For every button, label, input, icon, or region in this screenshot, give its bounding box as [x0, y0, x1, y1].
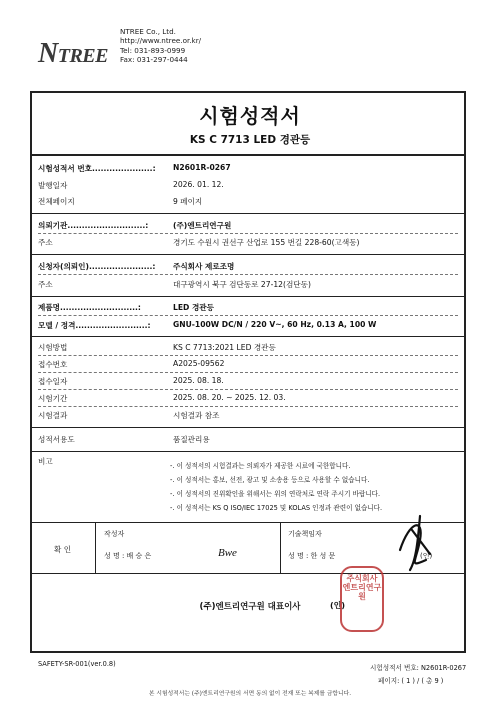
footer-page: 페이지: ( 1 ) / ( 총 9 ) [378, 677, 444, 685]
approver-seal-mark: (인) [420, 552, 433, 560]
author-name: 성 명 : 배 승 은 [104, 552, 152, 560]
representative: (주)엔트리연구원 대표이사 [199, 602, 301, 612]
approver-signature [390, 510, 442, 572]
divider [30, 573, 466, 574]
info-row: 시험방법 KS C 7713:2021 LED 경관등 [38, 343, 276, 352]
confirm-label: 확 인 [53, 545, 72, 554]
divider [30, 213, 466, 214]
company-tel: Tel: 031-893-0999 [120, 45, 186, 55]
company-url[interactable]: http://www.ntree.or.kr/ [120, 36, 202, 46]
info-row: 시험결과 시험결과 참조 [38, 411, 220, 420]
info-row: 주소 경기도 수원시 권선구 산업로 155 번길 228-60(고색동) [38, 238, 360, 247]
info-row: 주소 대구광역시 북구 검단동로 27-12(검단동) [38, 280, 311, 289]
footer-report-no: 시험성적서 번호: N2601R-0267 [370, 664, 467, 672]
author-signature: Bwe [218, 547, 237, 559]
info-row: 모델 / 정격.........................: GNU-100W DC/N / 220 V~, 60 Hz, 0.13 A, 100 W [38, 320, 377, 330]
page-subtitle: KS C 7713 LED 경관등 [189, 134, 311, 146]
info-row: 의뢰기관...........................: (주)엔트리연구원 [38, 221, 232, 230]
remark-line: -. 이 성적서는 KS Q ISO/IEC 17025 및 KOLAS 인정과 관련이 없습니다. [170, 504, 383, 512]
divider [30, 451, 466, 452]
info-row: 시험기간 2025. 08. 20. ~ 2025. 12. 03. [38, 393, 286, 403]
remarks-label: 비고 [38, 457, 53, 466]
footer-notice: 본 시험성적서는 (주)엔트리연구원의 서면 동의 없이 전재 또는 복제를 금합니다. [148, 691, 352, 697]
remark-line: -. 이 성적서는 홍보, 선전, 광고 및 소송용 등으로 사용할 수 없습니다. [170, 476, 370, 484]
author-head: 작성자 [104, 530, 125, 538]
divider [30, 336, 466, 337]
info-row: 접수번호 A2025-09562 [38, 359, 225, 369]
info-row: 전체페이지 9 페이지 [38, 197, 203, 206]
form-id: SAFETY-SR-001(ver.0.8) [38, 660, 116, 668]
rep-seal-mark: (인) [330, 601, 346, 610]
approver-head: 기술책임자 [288, 530, 322, 538]
page-title: 시험성적서 [199, 104, 301, 128]
divider [30, 296, 466, 297]
company-logo: NTREE [38, 38, 108, 69]
info-row: 제품명...........................: LED 경관등 [38, 303, 214, 312]
remark-line: -. 이 성적서의 진위확인을 위해서는 위의 연락처로 연락 주시기 바랍니다. [170, 490, 381, 498]
divider [30, 154, 466, 156]
company-contact [120, 27, 201, 64]
company-fax: Fax: 031-297-0444 [120, 54, 188, 64]
info-row: 발행일자 2026. 01. 12. [38, 180, 224, 190]
remark-line: -. 이 성적서의 시험결과는 의뢰자가 제공한 시료에 국한합니다. [170, 462, 351, 470]
info-row: 시험성적서 번호.....................: N2601R-0267 [38, 163, 231, 173]
info-row: 성적서용도 품질관리용 [38, 435, 210, 444]
company-seal: 주식회사 엔트리연구원 [340, 566, 384, 632]
info-row: 접수일자 2025. 08. 18. [38, 376, 224, 386]
approver-name: 성 명 : 한 성 문 [288, 552, 336, 560]
divider [30, 427, 466, 428]
company-name: NTREE Co., Ltd. [120, 27, 176, 36]
info-row: 신청자(의뢰인)......................: 주식회사 제로조명 [38, 262, 235, 271]
divider [30, 254, 466, 255]
